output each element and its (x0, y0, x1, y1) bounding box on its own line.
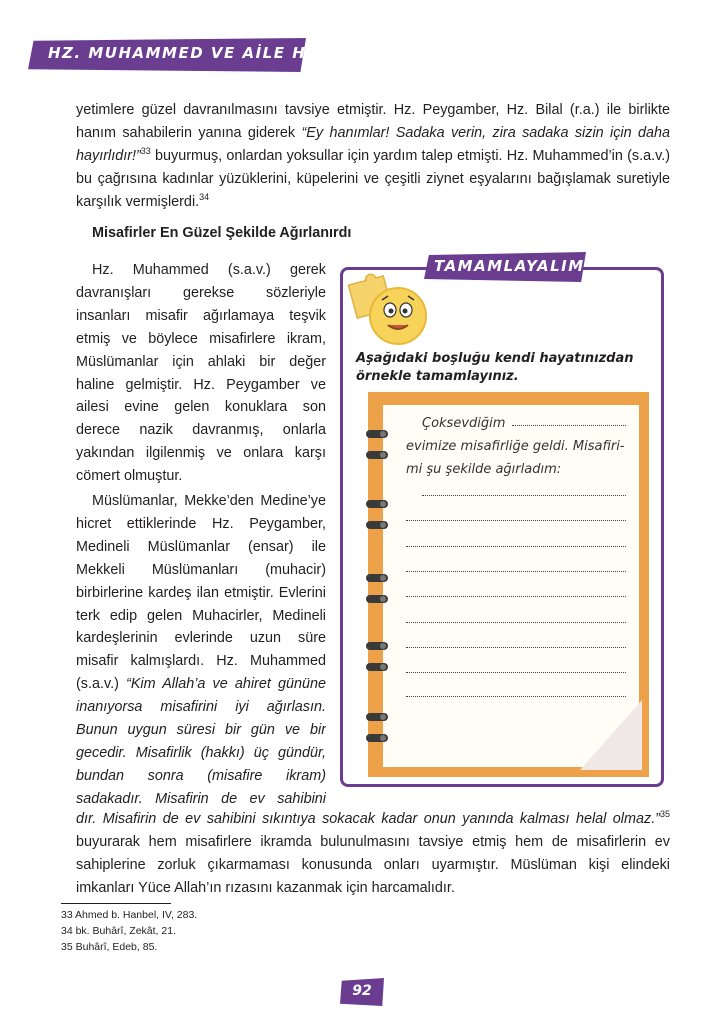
footnote-33: 33 Ahmed b. Hanbel, IV, 283. (61, 909, 198, 921)
intro-quote: “Ey hanımlar! Sadaka verin, zira sadaka sizin için daha hayırlıdır!” (76, 124, 670, 164)
activity-badge-label: TAMAMLAYALIM (434, 257, 585, 275)
page-number: 92 (352, 983, 372, 999)
spiral-ring-icon (366, 521, 388, 529)
answer-line[interactable] (406, 570, 626, 572)
section-heading: Misafirler En Güzel Şekilde Ağırlanırdı (92, 225, 352, 241)
footnote-34: 34 bk. Buhârî, Zekât, 21. (61, 925, 176, 937)
footnote-ref-35: 35 (659, 809, 670, 820)
answer-line[interactable] (406, 621, 626, 623)
intro-paragraph (76, 99, 670, 214)
paragraph-2-text-2: buyurarak hem misafirlere ikramda bulunulmasını tavsiye etmiş hem de misafirlerin ev sahiplerine zorluk çıkarmaması konusunda onları uyarmıştır. Müslüman kişi elindeki imkanları Yüce Allah’ın rızasını kazanmak için harcamalıdır. (76, 833, 670, 896)
answer-line[interactable] (406, 671, 626, 673)
spiral-ring-icon (366, 642, 388, 650)
spiral-ring-icon (366, 430, 388, 438)
answer-line[interactable] (406, 695, 626, 697)
spiral-ring-icon (366, 500, 388, 508)
notebook-line-3: mi şu şekilde ağırladım: (406, 462, 562, 477)
spiral-ring-icon (366, 713, 388, 721)
answer-line[interactable] (406, 519, 626, 521)
answer-line[interactable] (406, 545, 626, 547)
puzzle-mascot-icon (344, 270, 434, 348)
spiral-ring-icon (366, 451, 388, 459)
notebook-page (383, 405, 639, 767)
paragraph-2-text-1: Müslümanlar, Mekke’den Medine’ye hicret ettiklerinde Hz. Peygamber, Medineli Müslümanlar (ensar) ile Mekkeli Müslümanları (muhacir) birbirlerine kardeş ilan etmiştir. Evlerini terk edip gelen Muhacirler, Medineli kardeşlerinin evlerinde uzun süre misafir kalmışlardı. Hz. Muhammed (s.a.v.) (76, 493, 326, 693)
notebook-line-1: Çoksevdiğim (422, 416, 506, 431)
footnote-divider (61, 903, 171, 904)
fill-in-blank[interactable] (512, 424, 626, 426)
paragraph-1: Hz. Muhammed (s.a.v.) gerek davranışları gerekse sözleriyle insanları misafir ağırlamaya teşvik etmiş ve böylece misafirlere ikram, Müslümanlar için ahlaki bir değer haline gelmiştir. Hz. Peygamber ve ailesi evine gelen konuklara son derece nazik davranmış, onlarla yakından ilgilenmiş ve onlara karşı cömert olmuştur. (76, 262, 326, 485)
spiral-ring-icon (366, 734, 388, 742)
paragraph-2-continuation: dır. Misafirin de ev sahibini sıkıntıya sokacak kadar onun yanında kalması helal olmaz.”$^{35}$ buyurarak hem misafirlere ikramda bulunulmasını tavsiye etmiş hem de misafirlerin ev sahiplerine zorluk çıkarmaması konusunda onları uyarmıştır. Müslüman kişi elindeki imkanları Yüce Allah’ın rızasını kazanmak için harcamalıdır. (76, 809, 670, 896)
spiral-ring-icon (366, 595, 388, 603)
footnote-ref-34: 34 (199, 191, 210, 202)
hadith-quote: “Kim Allah’a ve ahiret gününe inanıyorsa misafirini iyi ağırlasın. Bunun uygun süresi bir gün ve bir gecedir. Misafirlik (hakkı) üç gündür, bundan sonra (misafire ikram) sadakadır. Misafirin de ev sahibini (76, 676, 326, 807)
notebook-line-2: evimize misafirliğe geldi. Misafiri- (406, 439, 625, 454)
answer-line[interactable] (406, 595, 626, 597)
answer-line[interactable] (406, 646, 626, 648)
footnote-ref-33: 33 (140, 146, 151, 157)
intro-text-2: buyurmuş, onlardan yoksullar için yardım talep etmişti. Hz. Muhammed’in (s.a.v.) bu çağrısına kadınlar yüzüklerini, küpelerini ve çeşitli ziynet eşyalarını bağışlamak suretiyle karşılık vermişlerdi. (76, 147, 670, 210)
intro-text-1: yetimlere güzel davranılmasını tavsiye etmiştir. Hz. Peygamber, Hz. Bilal (r.a.) ile birlikte hanım sahabilerin yanına giderek (76, 102, 670, 141)
spiral-ring-icon (366, 663, 388, 671)
activity-instruction: Aşağıdaki boşluğu kendi hayatınızdan örnekle tamamlayınız. (356, 351, 634, 384)
footnote-35: 35 Buhârî, Edeb, 85. (61, 941, 158, 953)
paragraph-2-column (76, 490, 326, 811)
answer-line[interactable] (422, 494, 626, 496)
chapter-title: HZ. MUHAMMED VE AİLE HAYATI (48, 44, 360, 62)
spiral-ring-icon (366, 574, 388, 582)
